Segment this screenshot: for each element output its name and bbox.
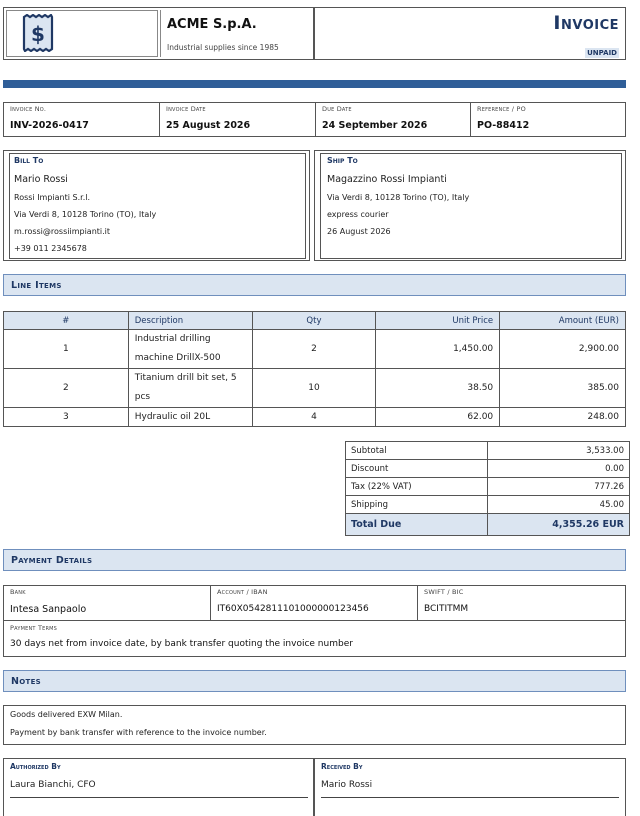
column-header-unit-price: Unit Price [376,312,500,330]
swift-value: BCITITMM [424,604,469,614]
received-name: Mario Rossi [321,780,373,790]
signature-authorized-box [3,758,314,816]
header-title-box [314,7,626,60]
accent-bar [3,80,626,88]
meta-value: INV-2026-0417 [10,120,89,131]
meta-label: Due Date [322,105,352,113]
invoice-meta [3,102,626,137]
table-row [4,330,626,369]
bill-to-company: Rossi Impianti S.r.l. [14,193,91,202]
line-items-heading-bar [3,274,626,296]
totals-label: Shipping [346,496,488,514]
totals-label: Subtotal [346,442,488,460]
column-header-qty: Qty [252,312,376,330]
payment-swift-cell [418,586,625,621]
ship-to-address: Via Verdi 8, 10128 Torino (TO), Italy [327,193,470,202]
totals-value: 45.00 [488,496,630,514]
cell-number: 2 [4,369,129,408]
cell-description [128,330,252,369]
table-header-row [4,312,626,330]
totals-value: 777.26 [488,478,630,496]
svg-text:$: $ [31,22,45,46]
ship-to-method: express courier [327,210,389,219]
line-items-heading: Line Items [11,280,62,291]
bill-to-phone: +39 011 2345678 [14,244,87,253]
meta-value: 24 September 2026 [322,120,428,131]
iban-value: IT60X0542811101000000123456 [217,604,369,614]
cell-qty: 4 [252,408,376,427]
company-tagline: Industrial supplies since 1985 [167,43,279,52]
description-line: machine DrillX-500 [134,353,221,363]
payment-iban-cell [211,586,418,621]
authorized-name: Laura Bianchi, CFO [10,780,96,790]
bill-to-heading: Bill To [14,156,44,165]
status-badge: UNPAID [587,49,617,57]
cell-description [128,369,252,408]
description-line: pcs [134,392,151,402]
cell-amount: 385.00 [500,369,626,408]
meta-label: Reference / PO [477,105,526,113]
payment-heading-bar [3,549,626,571]
cell-number: 1 [4,330,129,369]
meta-cell-due-date [316,103,471,136]
meta-cell-invoice-date [160,103,316,136]
total-due-label: Total Due [346,514,488,536]
totals-row-subtotal [346,442,630,460]
signature-received-box [314,758,626,816]
total-due-value: 4,355.26 EUR [488,514,630,536]
totals-value: 3,533.00 [488,442,630,460]
dollar-document-icon [20,14,56,52]
meta-cell-reference [471,103,625,136]
column-header-number: # [4,312,129,330]
company-name: ACME S.p.A. [167,17,257,32]
totals-row-shipping [346,496,630,514]
totals-label: Tax (22% VAT) [346,478,488,496]
table-row [4,369,626,408]
logo-separator [160,10,161,57]
meta-cell-invoice-no [4,103,160,136]
notes-line: Goods delivered EXW Milan. [10,710,123,719]
cell-number: 3 [4,408,129,427]
bill-to-address: Via Verdi 8, 10128 Torino (TO), Italy [14,210,157,219]
notes-heading-bar [3,670,626,692]
iban-label: Account / IBAN [217,588,268,596]
table-row [4,408,626,427]
totals-row-tax [346,478,630,496]
bill-to-email: m.rossi@rossiimpianti.it [14,227,111,236]
bill-to-name: Mario Rossi [14,174,68,185]
ship-to-box [314,150,626,261]
line-items-table [3,311,626,427]
header-logo-box [3,7,314,60]
ship-to-inner [320,153,622,259]
swift-label: SWIFT / BIC [424,588,464,596]
cell-unit-price: 38.50 [376,369,500,408]
signature-line [10,797,308,798]
bank-value: Intesa Sanpaolo [10,604,87,615]
payment-bank-cell [4,586,211,621]
totals-row-total-due [346,514,630,536]
payment-heading: Payment Details [11,555,93,566]
notes-box [3,705,626,745]
cell-unit-price: 1,450.00 [376,330,500,369]
totals-row-discount [346,460,630,478]
column-header-amount: Amount (EUR) [500,312,626,330]
ship-to-date: 26 August 2026 [327,227,391,236]
document-title: Invoice [553,12,619,34]
notes-line: Payment by bank transfer with reference to the invoice number. [10,728,267,737]
description-line: Titanium drill bit set, 5 [134,373,237,383]
authorized-label: Authorized By [10,762,61,771]
bill-to-box [3,150,310,261]
description-line: Industrial drilling [134,334,211,344]
payment-terms-value: 30 days net from invoice date, by bank transfer quoting the invoice number [10,639,353,649]
bill-to-inner [9,153,306,259]
notes-heading: Notes [11,676,41,687]
meta-value: 25 August 2026 [166,120,251,131]
bank-label: Bank [10,588,26,596]
ship-to-name: Magazzino Rossi Impianti [327,174,447,185]
cell-qty: 10 [252,369,376,408]
meta-value: PO-88412 [477,120,530,131]
ship-to-heading: Ship To [327,156,358,165]
meta-label: Invoice Date [166,105,206,113]
meta-label: Invoice No. [10,105,47,113]
cell-qty: 2 [252,330,376,369]
payment-details-box [3,585,626,657]
column-header-description: Description [128,312,252,330]
received-label: Received By [321,762,363,771]
totals-label: Discount [346,460,488,478]
payment-terms-label: Payment Terms [10,624,58,632]
cell-description: Hydraulic oil 20L [128,408,252,427]
cell-amount: 2,900.00 [500,330,626,369]
cell-amount: 248.00 [500,408,626,427]
totals-value: 0.00 [488,460,630,478]
signature-line [321,797,619,798]
cell-unit-price: 62.00 [376,408,500,427]
totals-table [345,441,630,536]
